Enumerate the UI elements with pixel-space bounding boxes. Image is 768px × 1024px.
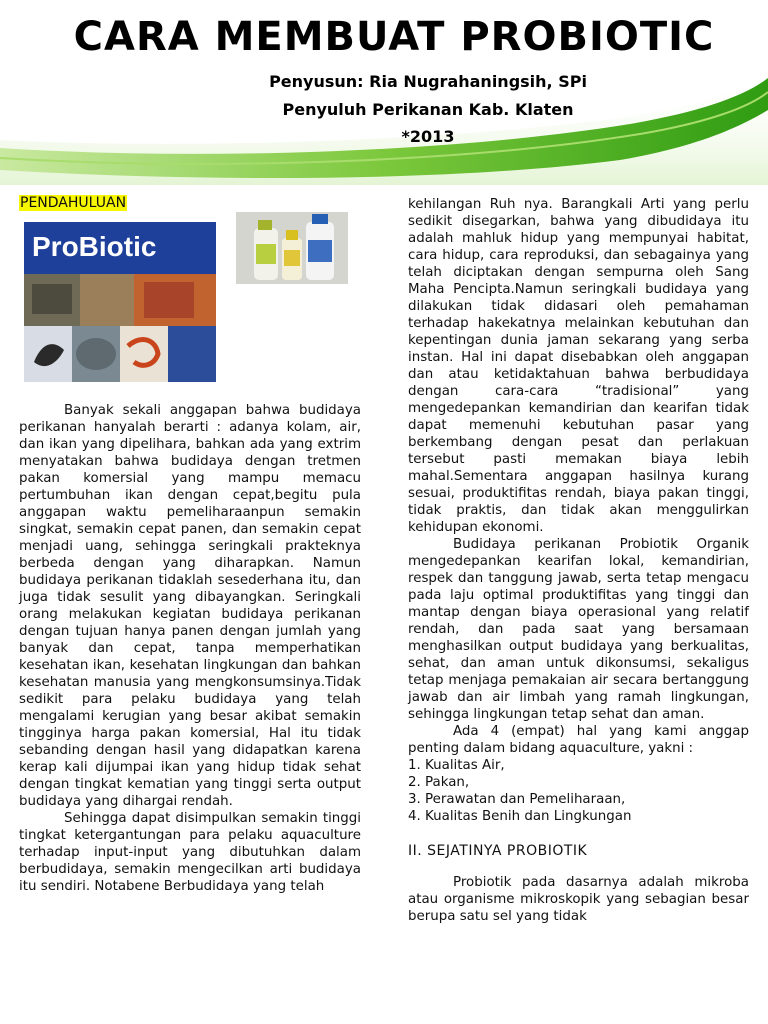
document-title: CARA MEMBUAT PROBIOTIC — [73, 14, 715, 60]
list-item: 2. Pakan, — [408, 775, 470, 790]
paragraph: Budidaya perikanan Probiotik Organik mengedepankan kearifan lokal, kemandirian, respek dan tanggung jawab, serta tetap mengacu pada laju optimal produktifitas yang tinggi dan mantap dengan biaya operasional yang relatif rendah, dan pada saat yang bersamaan menghasilkan output budidaya yang berkualitas, sehat, dan aman untuk dikonsumsi, sekaligus tetap menjaga pemakaian air secara bertanggung jawab dan air limbah yang ramah lingkungan, sehingga lingkungan tetap sehat dan aman. — [408, 537, 749, 722]
aquaculture-list — [408, 757, 749, 825]
probiotic-collage-image — [24, 222, 216, 382]
paragraph: Sehingga dapat disimpulkan semakin tinggi tingkat ketergantungan para pelaku aquaculture terhadap input-input yang dibutuhkan dalam berbudidaya, semakin mengecilkan arti budidaya itu sendiri. Notabene Berbudidaya yang telah — [19, 811, 361, 894]
right-column — [408, 196, 749, 925]
list-item: 3. Perawatan dan Pemeliharaan, — [408, 792, 626, 807]
left-column — [19, 402, 361, 895]
probiotic-bottles-image — [236, 212, 348, 284]
paragraph: kehilangan Ruh nya. Barangkali Arti yang perlu sedikit disegarkan, bahwa yang dibudidaya itu adalah mahluk hidup yang mempunyai habitat, cara hidup, cara reproduksi, dan sebagainya yang telah diciptakan dengan sempurna oleh Sang Maha Pencipta.Namun seringkali budidaya yang dilakukan tidak didasari oleh pemahaman terhadap hakekatnya melainkan kebutuhan dan kepentingan dunia jaman sekarang yang serba instan. Hal ini dapat disebabkan oleh anggapan dan atau ketidaktahuan bahwa berbudidaya dengan cara-cara “tradisional” yang mengedepankan kemandirian dan kearifan tidak dapat memenuhi kebutuhan pasar yang berkembang dengan pesat dan perlakuan tersebut pasti memakan biaya lebih mahal.Sementara anggapan hasilnya kurang sesuai, produktifitas rendah, biaya pakan tinggi, tidak praktis, dan tidak akan menggulirkan kehidupan ekonomi. — [408, 197, 749, 535]
list-item: 1. Kualitas Air, — [408, 758, 505, 773]
office-line: Penyuluh Perikanan Kab. Klaten — [282, 100, 574, 119]
section-heading-sejatinya-probiotik: II. SEJATINYA PROBIOTIK — [408, 843, 588, 859]
paragraph: Probiotik pada dasarnya adalah mikroba atau organisme mikroskopik yang sebagian besar berupa satu sel yang tidak — [408, 875, 749, 924]
year-line: *2013 — [401, 127, 455, 146]
section-heading-pendahuluan: PENDAHULUAN — [20, 195, 127, 211]
paragraph: Ada 4 (empat) hal yang kami anggap penting dalam bidang aquaculture, yakni : — [408, 724, 749, 756]
paragraph: Banyak sekali anggapan bahwa budidaya perikanan hanyalah berarti : adanya kolam, air, dan ikan yang dipelihara, bahkan ada yang extrim menyatakan bahwa budidaya dengan tretmen pakan komersial yang mampu memacu pertumbuhan ikan dengan cepat,begitu pula anggapan waktu pemeliharaanpun semakin singkat, semakin cepat panen, dan semakin cepat menjadi uang, sehingga seringkali prakteknya berbeda dengan yang diharapkan. Namun budidaya perikanan tidaklah sesederhana itu, dan juga tidak sesulit yang dibayangkan. Seringkali orang melakukan kegiatan budidaya perikanan dengan tujuan hanya panen dengan jumlah yang banyak dan cepat, tanpa memperhatikan kesehatan ikan, kesehatan lingkungan dan bahkan kesehatan manusia yang mengkonsumsinya.Tidak sedikit para pelaku budidaya yang telah mengalami kerugian yang besar akibat semakin tingginya harga pakan komersial, Hal itu tidak sebanding dengan hasil yang didapatkan karena kerap kali dijumpai ikan yang hidup tidak sehat dengan tingkat kematian yang tinggi serta output budidaya yang dihargai rendah. — [19, 403, 361, 809]
probiotic-logo-text: ProBiotic — [32, 231, 157, 262]
author-line: Penyusun: Ria Nugrahaningsih, SPi — [269, 72, 587, 91]
list-item: 4. Kualitas Benih dan Lingkungan — [408, 809, 632, 824]
header-banner — [0, 0, 768, 185]
